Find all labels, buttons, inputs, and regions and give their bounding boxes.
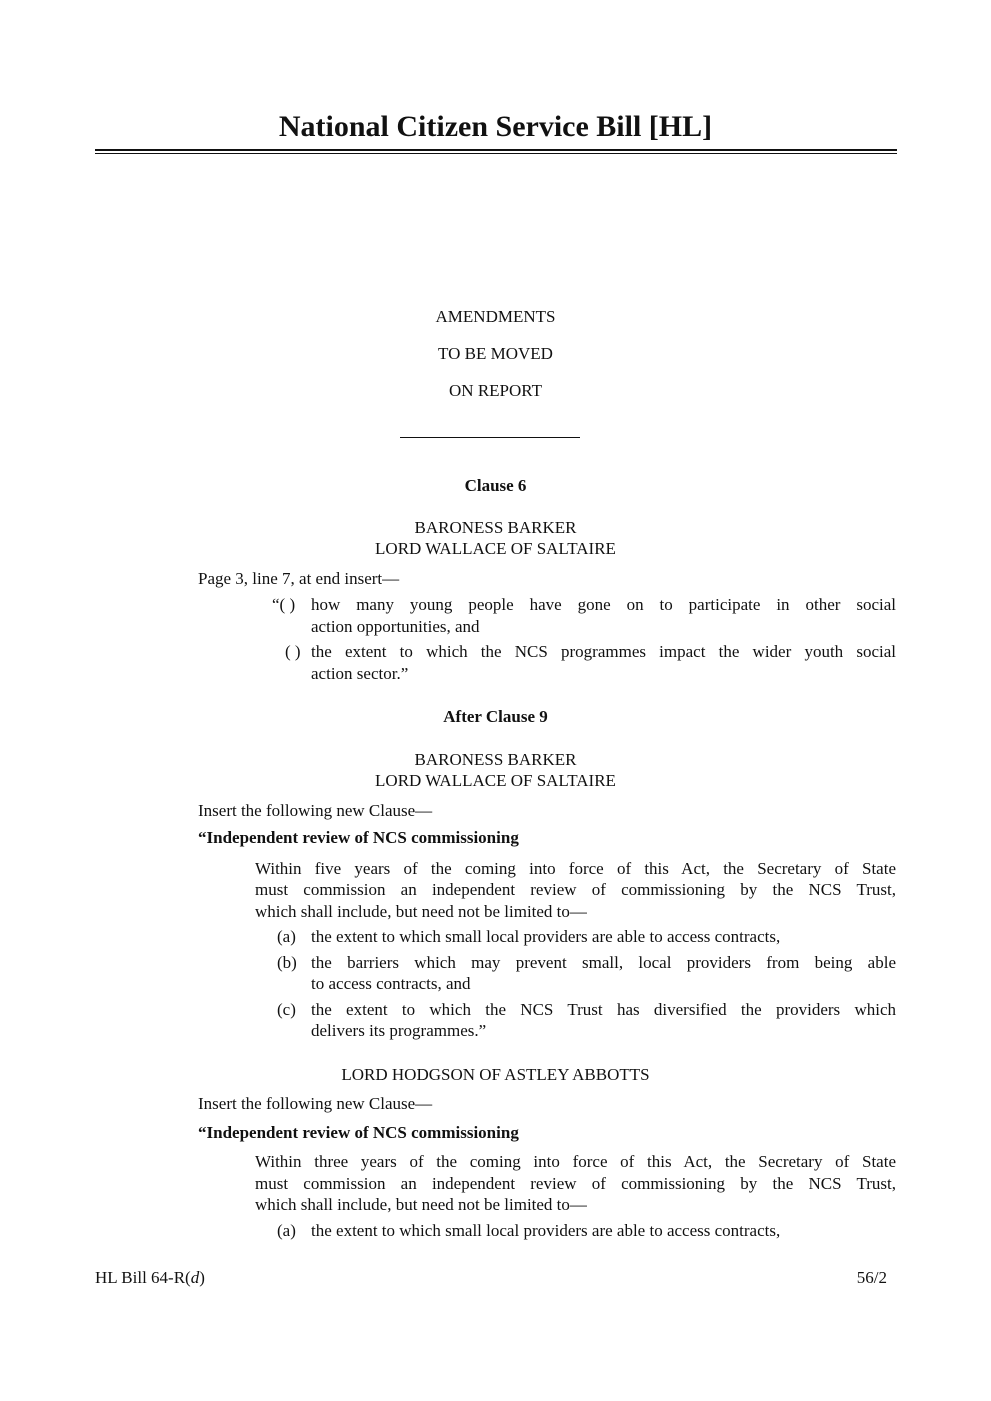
clause-text: Within three years of the coming into force of this Act, the Secretary of State xyxy=(255,1152,896,1171)
title-rule xyxy=(95,149,897,151)
heading-line: TO BE MOVED xyxy=(438,344,553,363)
item-text: the extent to which small local providers are able to access contracts, xyxy=(311,927,781,946)
heading-line: AMENDMENTS xyxy=(435,307,556,326)
member-name: BARONESS BARKER xyxy=(414,750,577,769)
item-text: to access contracts, and xyxy=(311,974,471,993)
bill-ref-letter: d xyxy=(190,1268,200,1287)
item-mark: (c) xyxy=(277,1000,296,1019)
item-text: the extent to which small local providers are able to access contracts, xyxy=(311,1221,781,1240)
item-mark: (a) xyxy=(277,927,296,946)
clause-text: Within five years of the coming into force of this Act, the Secretary of State xyxy=(255,859,896,878)
bill-ref-end: ) xyxy=(199,1268,205,1287)
member-name: LORD WALLACE OF SALTAIRE xyxy=(375,539,616,558)
member-name: LORD HODGSON OF ASTLEY ABBOTTS xyxy=(341,1065,650,1084)
item-mark: (b) xyxy=(277,953,297,972)
item-text: the barriers which may prevent small, local providers from being able xyxy=(311,953,896,972)
instruction: Insert the following new Clause— xyxy=(198,1094,433,1113)
heading-line: ON REPORT xyxy=(449,381,542,400)
member-name: BARONESS BARKER xyxy=(414,518,577,537)
instruction: Page 3, line 7, at end insert— xyxy=(198,569,400,588)
bill-reference xyxy=(95,1268,205,1288)
item-text: the extent to which the NCS programmes impact the wider youth social xyxy=(311,642,896,661)
bill-ref-text: HL Bill 64-R( xyxy=(95,1268,191,1287)
new-clause-heading: “Independent review of NCS commissioning xyxy=(198,828,519,847)
item-text: action opportunities, and xyxy=(311,617,480,636)
item-mark: (a) xyxy=(277,1221,296,1240)
divider xyxy=(400,437,580,438)
clause-heading: After Clause 9 xyxy=(443,707,548,726)
title-rule xyxy=(95,153,897,154)
clause-text: which shall include, but need not be limited to— xyxy=(255,1195,587,1214)
item-mark: ( ) xyxy=(285,642,301,661)
page-title: National Citizen Service Bill [HL] xyxy=(278,110,713,143)
item-text: how many young people have gone on to participate in other social xyxy=(311,595,896,614)
new-clause-heading: “Independent review of NCS commissioning xyxy=(198,1123,519,1142)
clause-text: which shall include, but need not be limited to— xyxy=(255,902,587,921)
member-name: LORD WALLACE OF SALTAIRE xyxy=(375,771,616,790)
item-text: action sector.” xyxy=(311,664,409,683)
page-number: 56/2 xyxy=(856,1268,887,1287)
clause-text: must commission an independent review of commissioning by the NCS Trust, xyxy=(255,1174,896,1193)
clause-text: must commission an independent review of commissioning by the NCS Trust, xyxy=(255,880,896,899)
item-text: the extent to which the NCS Trust has diversified the providers which xyxy=(311,1000,896,1019)
item-mark: “( ) xyxy=(272,595,296,614)
item-text: delivers its programmes.” xyxy=(311,1021,487,1040)
instruction: Insert the following new Clause— xyxy=(198,801,433,820)
clause-heading: Clause 6 xyxy=(464,476,527,495)
